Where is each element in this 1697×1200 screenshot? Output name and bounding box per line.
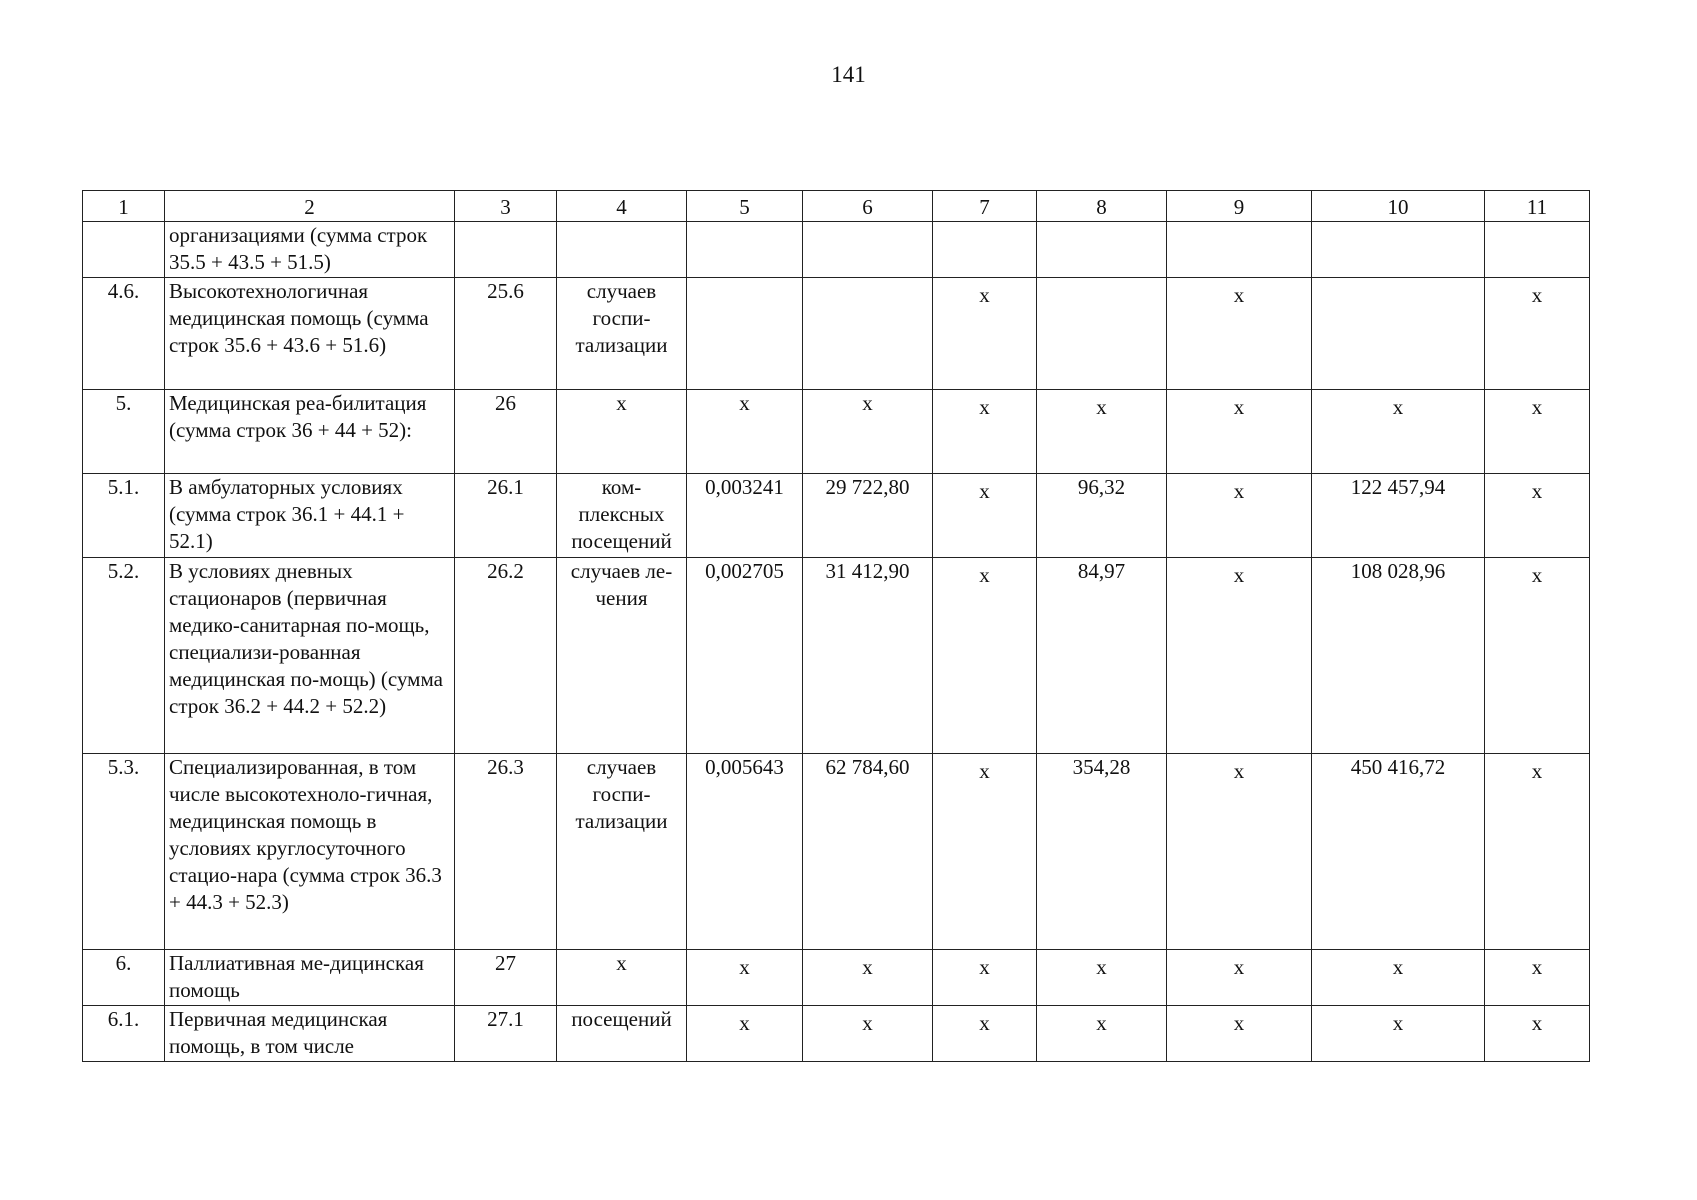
- table-cell: х: [1312, 950, 1485, 1006]
- table-cell: х: [933, 754, 1037, 950]
- table-cell: х: [687, 390, 803, 474]
- table-cell: х: [933, 474, 1037, 558]
- table-cell: [803, 222, 933, 278]
- table-cell: х: [1485, 558, 1590, 754]
- row-code: 27: [455, 950, 557, 1006]
- table-cell: х: [1037, 950, 1167, 1006]
- page-number: 141: [831, 62, 866, 87]
- table-cell: х: [687, 1006, 803, 1062]
- header-cell: 4: [557, 191, 687, 222]
- table-header-row: [83, 191, 1590, 222]
- table-cell: 84,97: [1037, 558, 1167, 754]
- table-cell: [687, 222, 803, 278]
- row-description: Первичная медицинская помощь, в том числе: [165, 1006, 455, 1062]
- table-row: [83, 222, 1590, 278]
- header-cell: 3: [455, 191, 557, 222]
- table-cell: х: [1485, 950, 1590, 1006]
- header-cell: 9: [1167, 191, 1312, 222]
- table-cell: 96,32: [1037, 474, 1167, 558]
- row-code: [455, 222, 557, 278]
- header-cell: 5: [687, 191, 803, 222]
- table-cell: х: [1037, 390, 1167, 474]
- table-cell: [1037, 278, 1167, 390]
- table-cell: х: [1167, 754, 1312, 950]
- table-cell: х: [803, 1006, 933, 1062]
- table-cell: х: [1167, 1006, 1312, 1062]
- row-number: 6.: [83, 950, 165, 1006]
- row-description: Высокотехнологичная медицинская помощь (сумма строк 35.6 + 43.6 + 51.6): [165, 278, 455, 390]
- table-cell: х: [1485, 754, 1590, 950]
- table-cell: х: [933, 558, 1037, 754]
- table-cell: х: [933, 950, 1037, 1006]
- row-code: 26: [455, 390, 557, 474]
- row-number: 5.1.: [83, 474, 165, 558]
- row-unit: [557, 222, 687, 278]
- table-row: [83, 390, 1590, 474]
- row-unit: х: [557, 390, 687, 474]
- row-code: 27.1: [455, 1006, 557, 1062]
- table-row: [83, 754, 1590, 950]
- row-code: 26.2: [455, 558, 557, 754]
- table-cell: 0,002705: [687, 558, 803, 754]
- table-cell: [1312, 278, 1485, 390]
- table-cell: [1167, 222, 1312, 278]
- header-cell: 2: [165, 191, 455, 222]
- row-description: Медицинская реа-билитация (сумма строк 36 + 44 + 52):: [165, 390, 455, 474]
- data-table: [82, 190, 1590, 1062]
- row-number: 5.2.: [83, 558, 165, 754]
- table-row: [83, 474, 1590, 558]
- table-cell: [1485, 222, 1590, 278]
- row-unit: случаев госпи-тализации: [557, 278, 687, 390]
- table-cell: 62 784,60: [803, 754, 933, 950]
- row-number: [83, 222, 165, 278]
- table-cell: [1037, 222, 1167, 278]
- table-cell: х: [1485, 1006, 1590, 1062]
- header-cell: 8: [1037, 191, 1167, 222]
- table-cell: 354,28: [1037, 754, 1167, 950]
- table-cell: х: [933, 1006, 1037, 1062]
- table-cell: х: [1167, 558, 1312, 754]
- row-unit: случаев госпи-тализации: [557, 754, 687, 950]
- table-cell: х: [1167, 278, 1312, 390]
- row-number: 5.: [83, 390, 165, 474]
- table-cell: х: [1037, 1006, 1167, 1062]
- header-cell: 11: [1485, 191, 1590, 222]
- table-cell: х: [1167, 950, 1312, 1006]
- header-cell: 7: [933, 191, 1037, 222]
- row-number: 6.1.: [83, 1006, 165, 1062]
- table-cell: 0,005643: [687, 754, 803, 950]
- row-description: В амбулаторных условиях (сумма строк 36.1 + 44.1 + 52.1): [165, 474, 455, 558]
- table-cell: х: [933, 390, 1037, 474]
- table-cell: 29 722,80: [803, 474, 933, 558]
- row-unit: случаев ле-чения: [557, 558, 687, 754]
- row-code: 26.3: [455, 754, 557, 950]
- row-description: организациями (сумма строк 35.5 + 43.5 + 51.5): [165, 222, 455, 278]
- table-cell: х: [1485, 278, 1590, 390]
- table-cell: 108 028,96: [1312, 558, 1485, 754]
- table-cell: х: [803, 390, 933, 474]
- table-row: [83, 950, 1590, 1006]
- table-cell: х: [1485, 474, 1590, 558]
- table-cell: х: [1485, 390, 1590, 474]
- row-description: В условиях дневных стационаров (первичная медико-санитарная по-мощь, специализи-рованная медицинская по-мощь) (сумма строк 36.2 + 44.2 + 52.2): [165, 558, 455, 754]
- row-number: 5.3.: [83, 754, 165, 950]
- table-cell: х: [687, 950, 803, 1006]
- table-cell: х: [803, 950, 933, 1006]
- table-cell: х: [933, 278, 1037, 390]
- header-cell: 1: [83, 191, 165, 222]
- table-cell: 122 457,94: [1312, 474, 1485, 558]
- table-row: [83, 1006, 1590, 1062]
- table-cell: 31 412,90: [803, 558, 933, 754]
- table-cell: х: [1167, 474, 1312, 558]
- table-cell: х: [1312, 390, 1485, 474]
- row-description: Специализированная, в том числе высокотехноло-гичная, медицинская помощь в условиях круглосуточного стацио-нара (сумма строк 36.3 + 44.3 + 52.3): [165, 754, 455, 950]
- table-cell: [1312, 222, 1485, 278]
- row-unit: х: [557, 950, 687, 1006]
- table-cell: [687, 278, 803, 390]
- header-cell: 10: [1312, 191, 1485, 222]
- row-code: 25.6: [455, 278, 557, 390]
- row-number: 4.6.: [83, 278, 165, 390]
- row-unit: посещений: [557, 1006, 687, 1062]
- table-cell: х: [1312, 1006, 1485, 1062]
- table-cell: 0,003241: [687, 474, 803, 558]
- table-cell: [933, 222, 1037, 278]
- row-description: Паллиативная ме-дицинская помощь: [165, 950, 455, 1006]
- table-cell: 450 416,72: [1312, 754, 1485, 950]
- row-code: 26.1: [455, 474, 557, 558]
- table-row: [83, 278, 1590, 390]
- header-cell: 6: [803, 191, 933, 222]
- row-unit: ком-плексных посещений: [557, 474, 687, 558]
- table-cell: [803, 278, 933, 390]
- table-cell: х: [1167, 390, 1312, 474]
- table-row: [83, 558, 1590, 754]
